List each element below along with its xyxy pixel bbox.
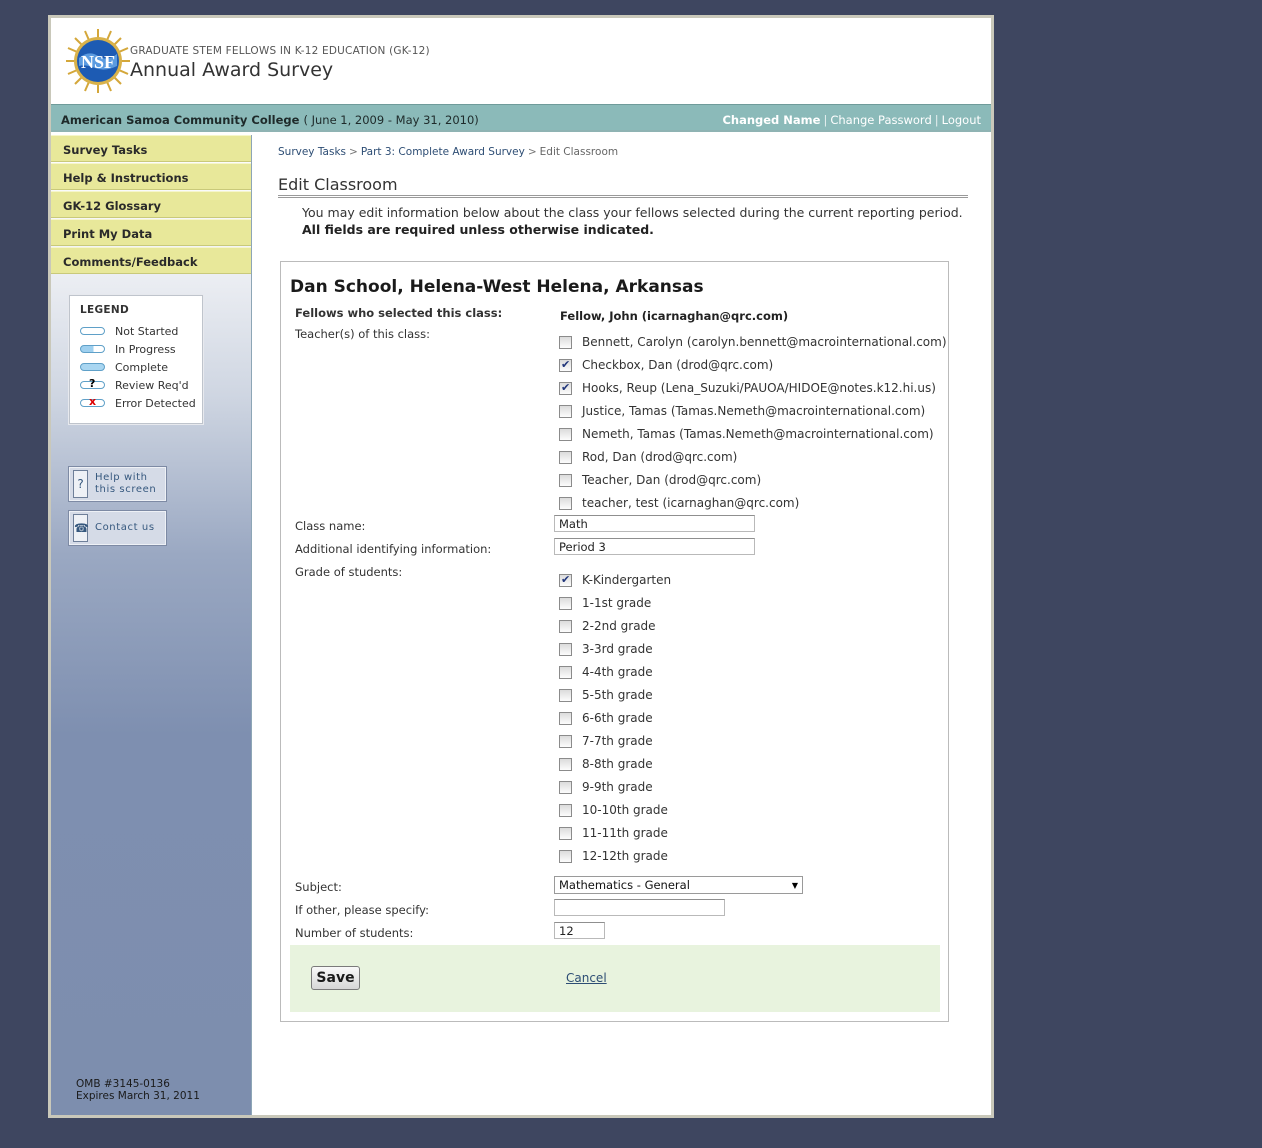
legend-label: In Progress xyxy=(115,342,176,356)
teachers-label: Teacher(s) of this class: xyxy=(295,327,431,341)
intro-description: You may edit information below about the class your fellows selected during the current reporting period. xyxy=(302,205,963,220)
teacher-option-label: Bennett, Carolyn (carolyn.bennett@macrointernational.com) xyxy=(582,335,947,349)
teacher-option-label: Justice, Tamas (Tamas.Nemeth@macrointernational.com) xyxy=(582,404,926,418)
teacher-option-label: Teacher, Dan (drod@qrc.com) xyxy=(582,473,762,487)
teacher-option-label: Checkbox, Dan (drod@qrc.com) xyxy=(582,358,774,372)
action-bar xyxy=(290,945,940,1012)
header xyxy=(51,18,991,104)
change-password-link[interactable]: Change Password xyxy=(830,113,932,127)
help-line1: Help with xyxy=(95,472,148,483)
help-label xyxy=(95,472,156,496)
nav-print-my-data[interactable]: Print My Data xyxy=(51,219,251,246)
teacher-option[interactable] xyxy=(559,379,936,397)
breadcrumb-separator: > xyxy=(349,146,358,158)
grade-option[interactable] xyxy=(559,755,653,773)
grade-option[interactable] xyxy=(559,709,653,727)
teacher-option[interactable] xyxy=(559,425,934,443)
error-mark: x xyxy=(89,395,97,408)
save-button[interactable]: Save xyxy=(311,966,360,990)
sidebar xyxy=(51,135,252,1115)
legend-label: Not Started xyxy=(115,324,179,338)
logout-link[interactable]: Logout xyxy=(941,113,981,127)
not-started-icon xyxy=(80,327,105,335)
legend-item xyxy=(80,376,202,394)
legend-item xyxy=(80,322,202,340)
grade-checkbox[interactable] xyxy=(559,712,572,725)
grade-option[interactable] xyxy=(559,663,653,681)
phone-icon: ☎ xyxy=(73,514,88,542)
legend-label: Review Req'd xyxy=(115,378,189,392)
grade-option-label: 10-10th grade xyxy=(582,803,668,817)
page-frame xyxy=(48,15,994,1118)
breadcrumb-current: Edit Classroom xyxy=(539,146,619,158)
teacher-checkbox[interactable] xyxy=(559,451,572,464)
grade-checkbox[interactable] xyxy=(559,758,572,771)
teacher-option[interactable] xyxy=(559,448,737,466)
app-title: Annual Award Survey xyxy=(130,59,334,81)
grade-option[interactable] xyxy=(559,778,653,796)
grade-option-label: 11-11th grade xyxy=(582,826,668,840)
in-progress-icon xyxy=(80,345,105,353)
teacher-option-label: Hooks, Reup (Lena_Suzuki/PAUOA/HIDOE@notes.k12.hi.us) xyxy=(582,381,936,395)
nsf-logo xyxy=(65,28,131,94)
nav-comments-feedback[interactable]: Comments/Feedback xyxy=(51,247,251,274)
separator: | xyxy=(934,113,939,127)
legend-item xyxy=(80,340,202,358)
top-bar xyxy=(51,104,991,132)
teacher-checkbox[interactable] xyxy=(559,405,572,418)
teacher-option[interactable] xyxy=(559,356,773,374)
breadcrumb-survey-tasks[interactable]: Survey Tasks xyxy=(278,146,346,158)
page-title: Edit Classroom xyxy=(278,175,968,198)
complete-icon xyxy=(80,363,105,371)
review-mark: ? xyxy=(89,377,96,390)
chevron-down-icon: ▼ xyxy=(791,880,798,890)
organization xyxy=(61,113,479,127)
breadcrumb-part3[interactable]: Part 3: Complete Award Survey xyxy=(360,146,525,158)
teacher-checkbox[interactable] xyxy=(559,497,572,510)
grade-checkbox[interactable] xyxy=(559,666,572,679)
grade-option-label: 7-7th grade xyxy=(582,734,653,748)
grade-option[interactable] xyxy=(559,571,671,589)
help-with-screen-button[interactable] xyxy=(69,467,166,501)
legend xyxy=(69,295,203,424)
grade-option-label: 1-1st grade xyxy=(582,596,652,610)
reporting-period: ( June 1, 2009 - May 31, 2010) xyxy=(303,113,479,127)
grade-checkbox[interactable] xyxy=(559,597,572,610)
grade-option-label: 9-9th grade xyxy=(582,780,653,794)
legend-item xyxy=(80,394,202,412)
organization-name: American Samoa Community College xyxy=(61,113,300,127)
grade-checkbox[interactable] xyxy=(559,827,572,840)
grade-option-label: K-Kindergarten xyxy=(582,573,672,587)
teacher-checkbox[interactable] xyxy=(559,359,572,372)
classroom-form xyxy=(280,261,949,1022)
program-name: GRADUATE STEM FELLOWS IN K-12 EDUCATION (GK-12) xyxy=(130,45,430,57)
nav-survey-tasks[interactable]: Survey Tasks xyxy=(51,135,251,162)
teacher-option[interactable] xyxy=(559,333,947,351)
grade-option-label: 5-5th grade xyxy=(582,688,653,702)
subject-label: Subject: xyxy=(295,880,342,894)
legend-item xyxy=(80,358,202,376)
breadcrumb-separator: > xyxy=(527,146,537,158)
grade-option[interactable] xyxy=(559,824,668,842)
review-required-icon xyxy=(80,377,105,390)
grade-option[interactable] xyxy=(559,640,653,658)
students-label: Number of students: xyxy=(295,926,414,940)
teacher-option[interactable] xyxy=(559,471,761,489)
grade-option[interactable] xyxy=(559,617,656,635)
required-note: All fields are required unless otherwise indicated. xyxy=(302,222,654,237)
teacher-checkbox[interactable] xyxy=(559,336,572,349)
grade-option-label: 4-4th grade xyxy=(582,665,653,679)
grade-checkbox[interactable] xyxy=(559,620,572,633)
teacher-option[interactable] xyxy=(559,402,925,420)
omb-info xyxy=(76,1078,200,1102)
teacher-option-label: Rod, Dan (drod@qrc.com) xyxy=(582,450,738,464)
grade-label: Grade of students: xyxy=(295,565,403,579)
teacher-checkbox[interactable] xyxy=(559,382,572,395)
grade-checkbox[interactable] xyxy=(559,804,572,817)
legend-label: Complete xyxy=(115,360,169,374)
grade-option[interactable] xyxy=(559,847,668,865)
main-content xyxy=(253,135,991,1115)
class-name-label: Class name: xyxy=(295,519,366,533)
other-subject-input[interactable] xyxy=(554,899,725,916)
legend-label: Error Detected xyxy=(115,396,196,410)
contact-us-button[interactable] xyxy=(69,511,166,545)
fellows-value: Fellow, John (icarnaghan@qrc.com) xyxy=(560,309,789,323)
subject-value: Mathematics - General xyxy=(559,878,690,892)
school-title: Dan School, Helena-West Helena, Arkansas xyxy=(290,277,704,297)
grade-option-label: 2-2nd grade xyxy=(582,619,656,633)
grade-checkbox[interactable] xyxy=(559,781,572,794)
omb-number: OMB #3145-0136 xyxy=(76,1078,170,1090)
legend-title: LEGEND xyxy=(80,304,129,316)
grade-option[interactable] xyxy=(559,801,668,819)
grade-checkbox[interactable] xyxy=(559,850,572,863)
omb-expires: Expires March 31, 2011 xyxy=(76,1090,200,1102)
teacher-checkbox[interactable] xyxy=(559,428,572,441)
teacher-option-label: Nemeth, Tamas (Tamas.Nemeth@macrointernational.com) xyxy=(582,427,934,441)
breadcrumb xyxy=(278,146,618,158)
grade-option-label: 8-8th grade xyxy=(582,757,653,771)
grade-checkbox[interactable] xyxy=(559,735,572,748)
question-icon: ? xyxy=(73,470,88,498)
nav-glossary[interactable]: GK-12 Glossary xyxy=(51,191,251,218)
error-detected-icon xyxy=(80,395,105,408)
grade-checkbox[interactable] xyxy=(559,643,572,656)
teacher-checkbox[interactable] xyxy=(559,474,572,487)
fellows-label: Fellows who selected this class: xyxy=(295,306,503,320)
help-line2: this screen xyxy=(95,484,157,495)
intro-text xyxy=(302,204,963,238)
nav-help-instructions[interactable]: Help & Instructions xyxy=(51,163,251,190)
grade-option[interactable] xyxy=(559,686,653,704)
user-name-link[interactable]: Changed Name xyxy=(722,113,821,127)
students-input[interactable] xyxy=(554,922,605,939)
grade-option[interactable] xyxy=(559,732,653,750)
grade-option-label: 3-3rd grade xyxy=(582,642,653,656)
teacher-option[interactable] xyxy=(559,494,799,512)
additional-info-input[interactable] xyxy=(554,538,755,555)
separator: | xyxy=(823,113,828,127)
other-subject-label: If other, please specify: xyxy=(295,903,429,917)
cancel-link[interactable]: Cancel xyxy=(566,971,607,985)
grade-checkbox[interactable] xyxy=(559,689,572,702)
subject-select[interactable] xyxy=(554,876,803,894)
teacher-option-label: teacher, test (icarnaghan@qrc.com) xyxy=(582,496,800,510)
contact-label: Contact us xyxy=(95,522,155,533)
user-links xyxy=(722,113,981,127)
grade-option-label: 6-6th grade xyxy=(582,711,653,725)
grade-option-label: 12-12th grade xyxy=(582,849,668,863)
grade-option[interactable] xyxy=(559,594,651,612)
page-inner xyxy=(51,18,991,1115)
class-name-input[interactable] xyxy=(554,515,755,532)
logo-text: NSF xyxy=(80,52,116,72)
grade-checkbox[interactable] xyxy=(559,574,572,587)
additional-info-label: Additional identifying information: xyxy=(295,542,492,556)
